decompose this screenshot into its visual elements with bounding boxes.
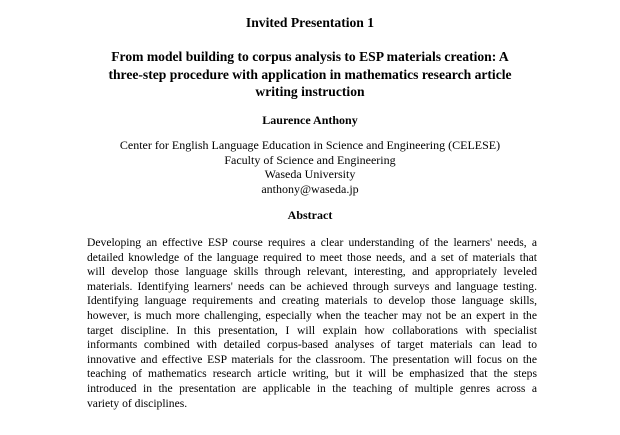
abstract-line: Identifying language requirements and creating materials to develop those language skills, [87,294,537,308]
abstract-line: teaching of mathematics research article writing, but it will be emphasized that the steps [87,367,537,381]
affiliation-center: Center for English Language Education in Science and Engineering (CELESE) [119,138,501,152]
abstract-body [87,236,537,411]
title-line: From model building to corpus analysis to ESP materials creation: A [111,49,509,64]
abstract-line: informants combined with detailed corpus-based analyses of target materials can lead to [87,338,537,352]
abstract-line: will develop those language skills through relevant, interesting, and appropriately leveled [87,265,537,279]
author-email: anthony@waseda.jp [261,182,359,197]
abstract-line: Developing an effective ESP course requires a clear understanding of the learners' needs, a [87,236,537,249]
affiliation-faculty: Faculty of Science and Engineering [224,152,396,167]
author-affiliation [0,138,620,197]
abstract-line: detailed knowledge of the language required to meet those needs, and a set of materials that [87,250,537,264]
abstract-line: however, is much more challenging, especially when the teacher may not be an expert in the [87,308,537,322]
abstract-line: innovative and effective ESP materials for the classroom. The presentation will focus on the [87,352,537,366]
abstract-line: variety of disciplines. [87,396,188,410]
affiliation-university: Waseda University [264,167,356,182]
section-label: Invited Presentation 1 [245,15,375,30]
presentation-title [84,48,536,101]
abstract-heading: Abstract [287,208,333,222]
abstract-line: materials. Identifying learners' needs can be achieved through surveys and language testing. [87,279,537,293]
title-line: writing instruction [255,84,365,99]
title-line: three-step procedure with application in mathematics research article [108,66,512,82]
abstract-line: target discipline. In this presentation, I will explain how collaborations with specialist [87,323,537,337]
abstract-line: introduced in the presentation are applicable in the teaching of multiple genres across a [87,381,537,395]
author-name: Laurence Anthony [262,113,358,127]
